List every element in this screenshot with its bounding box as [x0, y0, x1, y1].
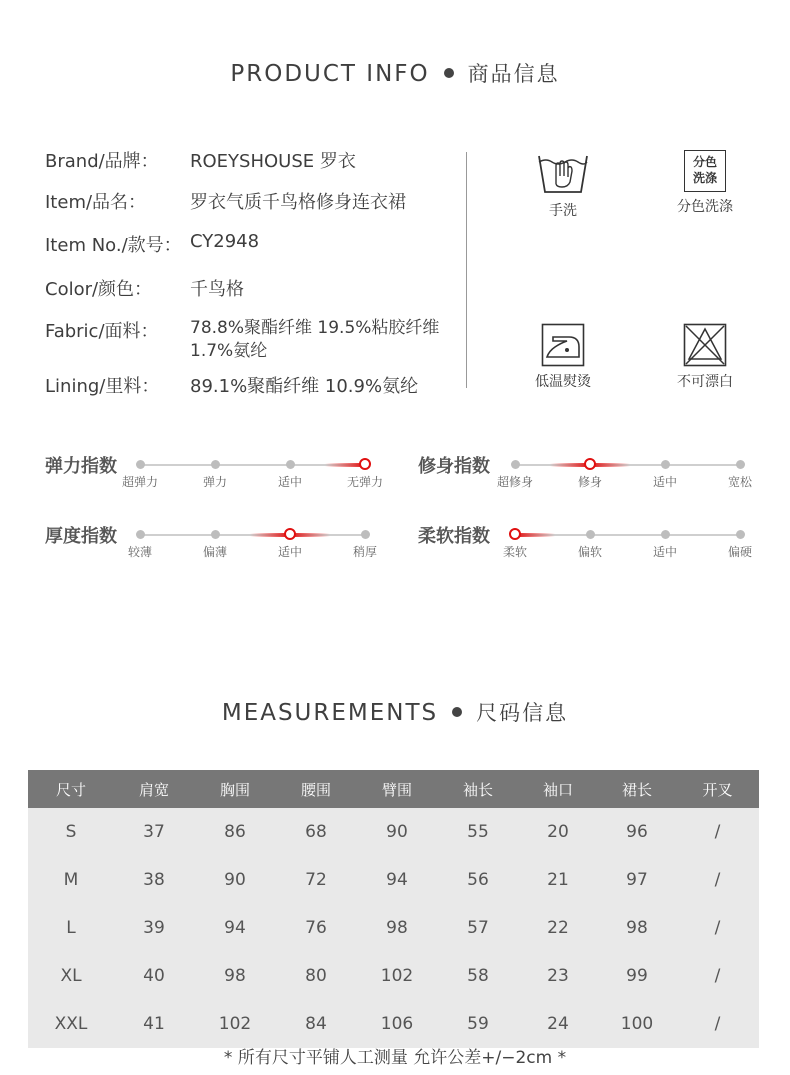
table-cell: 24 — [547, 1014, 569, 1034]
table-cell: 102 — [218, 1014, 252, 1034]
table-cell: 90 — [386, 822, 408, 842]
table-cell: 80 — [305, 966, 327, 986]
gauge-tick-label: 修身 — [577, 475, 603, 489]
size-table-body — [28, 808, 759, 1048]
gauge-tick-label: 柔软 — [502, 545, 528, 559]
care-separate-wash — [655, 150, 755, 216]
fabric-line-2: 1.7%氨纶 — [190, 341, 268, 361]
gauge-node — [736, 530, 745, 539]
gauge-node — [586, 530, 595, 539]
table-cell: / — [714, 1014, 721, 1034]
hand-wash-icon — [536, 150, 590, 196]
info-value: CY2948 — [190, 231, 260, 252]
box-line-2: 洗涤 — [692, 171, 717, 185]
header-cell: 开叉 — [702, 780, 733, 799]
table-cell: 21 — [547, 870, 569, 890]
product-info-title-cn: 商品信息 — [467, 62, 560, 86]
measurement-note: * 所有尺寸平铺人工测量 允许公差+/−2cm * — [223, 1048, 567, 1068]
box-line-1: 分色 — [692, 155, 717, 169]
gauge-tick-label: 弹力 — [202, 475, 228, 489]
table-row — [28, 808, 759, 856]
table-cell: 56 — [467, 870, 489, 890]
gauge-1 — [0, 452, 790, 492]
gauge-node-selected — [509, 528, 521, 540]
care-label: 不可漂白 — [677, 374, 733, 390]
measurements-title-en: MEASUREMENTS — [221, 700, 439, 726]
care-hand-wash — [513, 150, 613, 220]
title-dot — [444, 68, 454, 78]
info-label: Item/品名： — [45, 192, 147, 213]
gauge-tick-label: 适中 — [277, 475, 303, 489]
vertical-divider — [466, 152, 467, 388]
table-cell: / — [714, 966, 721, 986]
table-cell: 59 — [467, 1014, 489, 1034]
gauge-tick-label: 超弹力 — [121, 475, 159, 489]
measurements-title-cn: 尺码信息 — [476, 701, 569, 725]
info-value — [190, 317, 439, 363]
fabric-line-1: 78.8%聚酯纤维 19.5%粘胶纤维 — [190, 318, 440, 338]
gauge-tick-label: 适中 — [277, 545, 303, 559]
gauge-title: 弹力指数 — [45, 456, 117, 477]
size-table — [28, 770, 759, 1048]
gauge-node — [661, 530, 670, 539]
gauge-tick-label: 偏硬 — [727, 545, 753, 559]
table-cell: 106 — [380, 1014, 414, 1034]
table-row — [28, 904, 759, 952]
header-cell: 臂围 — [381, 780, 412, 799]
info-value: ROEYSHOUSE 罗衣 — [190, 151, 356, 172]
header-cell: 袖口 — [542, 780, 573, 799]
info-row-brand — [45, 147, 356, 173]
info-label: Lining/里料： — [45, 376, 160, 397]
product-info-title-en: PRODUCT INFO — [230, 61, 430, 87]
gauge-tick-label: 无弹力 — [346, 475, 384, 489]
table-cell: 20 — [547, 822, 569, 842]
table-cell: 98 — [224, 966, 246, 986]
table-cell: 99 — [626, 966, 648, 986]
info-row-color — [45, 275, 244, 301]
care-label: 分色洗涤 — [677, 199, 733, 215]
info-label: Item No./款号： — [45, 235, 182, 256]
table-cell: 86 — [224, 822, 246, 842]
info-row-fabric — [45, 317, 440, 361]
size-table-header — [28, 770, 759, 808]
table-cell: 55 — [467, 822, 489, 842]
table-cell: 39 — [143, 918, 165, 938]
table-cell: 94 — [224, 918, 246, 938]
table-cell: 22 — [547, 918, 569, 938]
header-cell: 腰围 — [300, 780, 331, 799]
gauge-highlight — [515, 533, 555, 537]
table-cell: / — [714, 822, 721, 842]
table-cell: 84 — [305, 1014, 327, 1034]
info-label: Brand/品牌： — [45, 151, 159, 172]
table-cell: 96 — [626, 822, 648, 842]
gauge-tick-label: 偏薄 — [202, 545, 228, 559]
table-cell: XL — [60, 966, 82, 986]
gauge-tick-label: 稍厚 — [352, 545, 378, 559]
table-cell: 76 — [305, 918, 327, 938]
table-row — [28, 1000, 759, 1048]
table-cell: / — [714, 870, 721, 890]
title-dot — [452, 707, 462, 717]
table-cell: 57 — [467, 918, 489, 938]
separate-wash-icon — [684, 150, 726, 192]
table-cell: L — [66, 918, 76, 938]
gauge-3 — [0, 522, 790, 562]
header-cell: 尺寸 — [55, 780, 86, 799]
info-value: 89.1%聚酯纤维 10.9%氨纶 — [190, 376, 419, 397]
table-row — [28, 952, 759, 1000]
table-cell: 102 — [380, 966, 414, 986]
table-cell: 23 — [547, 966, 569, 986]
table-cell: 40 — [143, 966, 165, 986]
gauge-tick-label: 宽松 — [727, 475, 753, 489]
gauge-node — [661, 460, 670, 469]
gauge-node — [736, 460, 745, 469]
care-no-bleach — [655, 323, 755, 391]
no-bleach-icon — [683, 323, 727, 367]
gauge-title: 柔软指数 — [418, 526, 490, 547]
info-value: 罗衣气质千鸟格修身连衣裙 — [190, 192, 406, 213]
table-cell: 72 — [305, 870, 327, 890]
care-label: 低温熨烫 — [535, 374, 591, 390]
table-cell: M — [63, 870, 79, 890]
header-cell: 裙长 — [621, 780, 652, 799]
measurements-title — [0, 697, 790, 727]
table-cell: / — [714, 918, 721, 938]
table-cell: 90 — [224, 870, 246, 890]
info-row-item-no — [45, 231, 260, 257]
header-cell: 袖长 — [462, 780, 493, 799]
care-label: 手洗 — [549, 203, 577, 219]
info-row-lining — [45, 372, 419, 398]
table-cell: 58 — [467, 966, 489, 986]
gauge-tick-label: 适中 — [652, 475, 678, 489]
product-info-title — [0, 58, 790, 88]
table-cell: 98 — [626, 918, 648, 938]
info-label: Color/颜色： — [45, 279, 153, 300]
table-cell: 68 — [305, 822, 327, 842]
table-cell: 41 — [143, 1014, 165, 1034]
gauge-tick-label: 适中 — [652, 545, 678, 559]
table-cell: 38 — [143, 870, 165, 890]
table-cell: 94 — [386, 870, 408, 890]
gauge-title: 厚度指数 — [45, 526, 117, 547]
info-value: 千鸟格 — [190, 279, 244, 300]
gauge-tick-label: 较薄 — [127, 545, 153, 559]
table-cell: S — [65, 822, 77, 842]
gauge-node — [511, 460, 520, 469]
low-temp-iron-icon — [541, 323, 585, 367]
gauge-title: 修身指数 — [418, 456, 490, 477]
table-cell: 100 — [620, 1014, 654, 1034]
care-low-temp-iron — [513, 323, 613, 391]
table-cell: 97 — [626, 870, 648, 890]
table-row — [28, 856, 759, 904]
gauge-node-selected — [584, 458, 596, 470]
gauge-tick-label: 偏软 — [577, 545, 603, 559]
info-row-item — [45, 188, 406, 214]
header-cell: 胸围 — [219, 780, 250, 799]
header-cell: 肩宽 — [138, 780, 169, 799]
info-label: Fabric/面料： — [45, 321, 159, 342]
table-cell: XXL — [54, 1014, 88, 1034]
table-cell: 37 — [143, 822, 165, 842]
table-cell: 98 — [386, 918, 408, 938]
gauge-tick-label: 超修身 — [496, 475, 534, 489]
